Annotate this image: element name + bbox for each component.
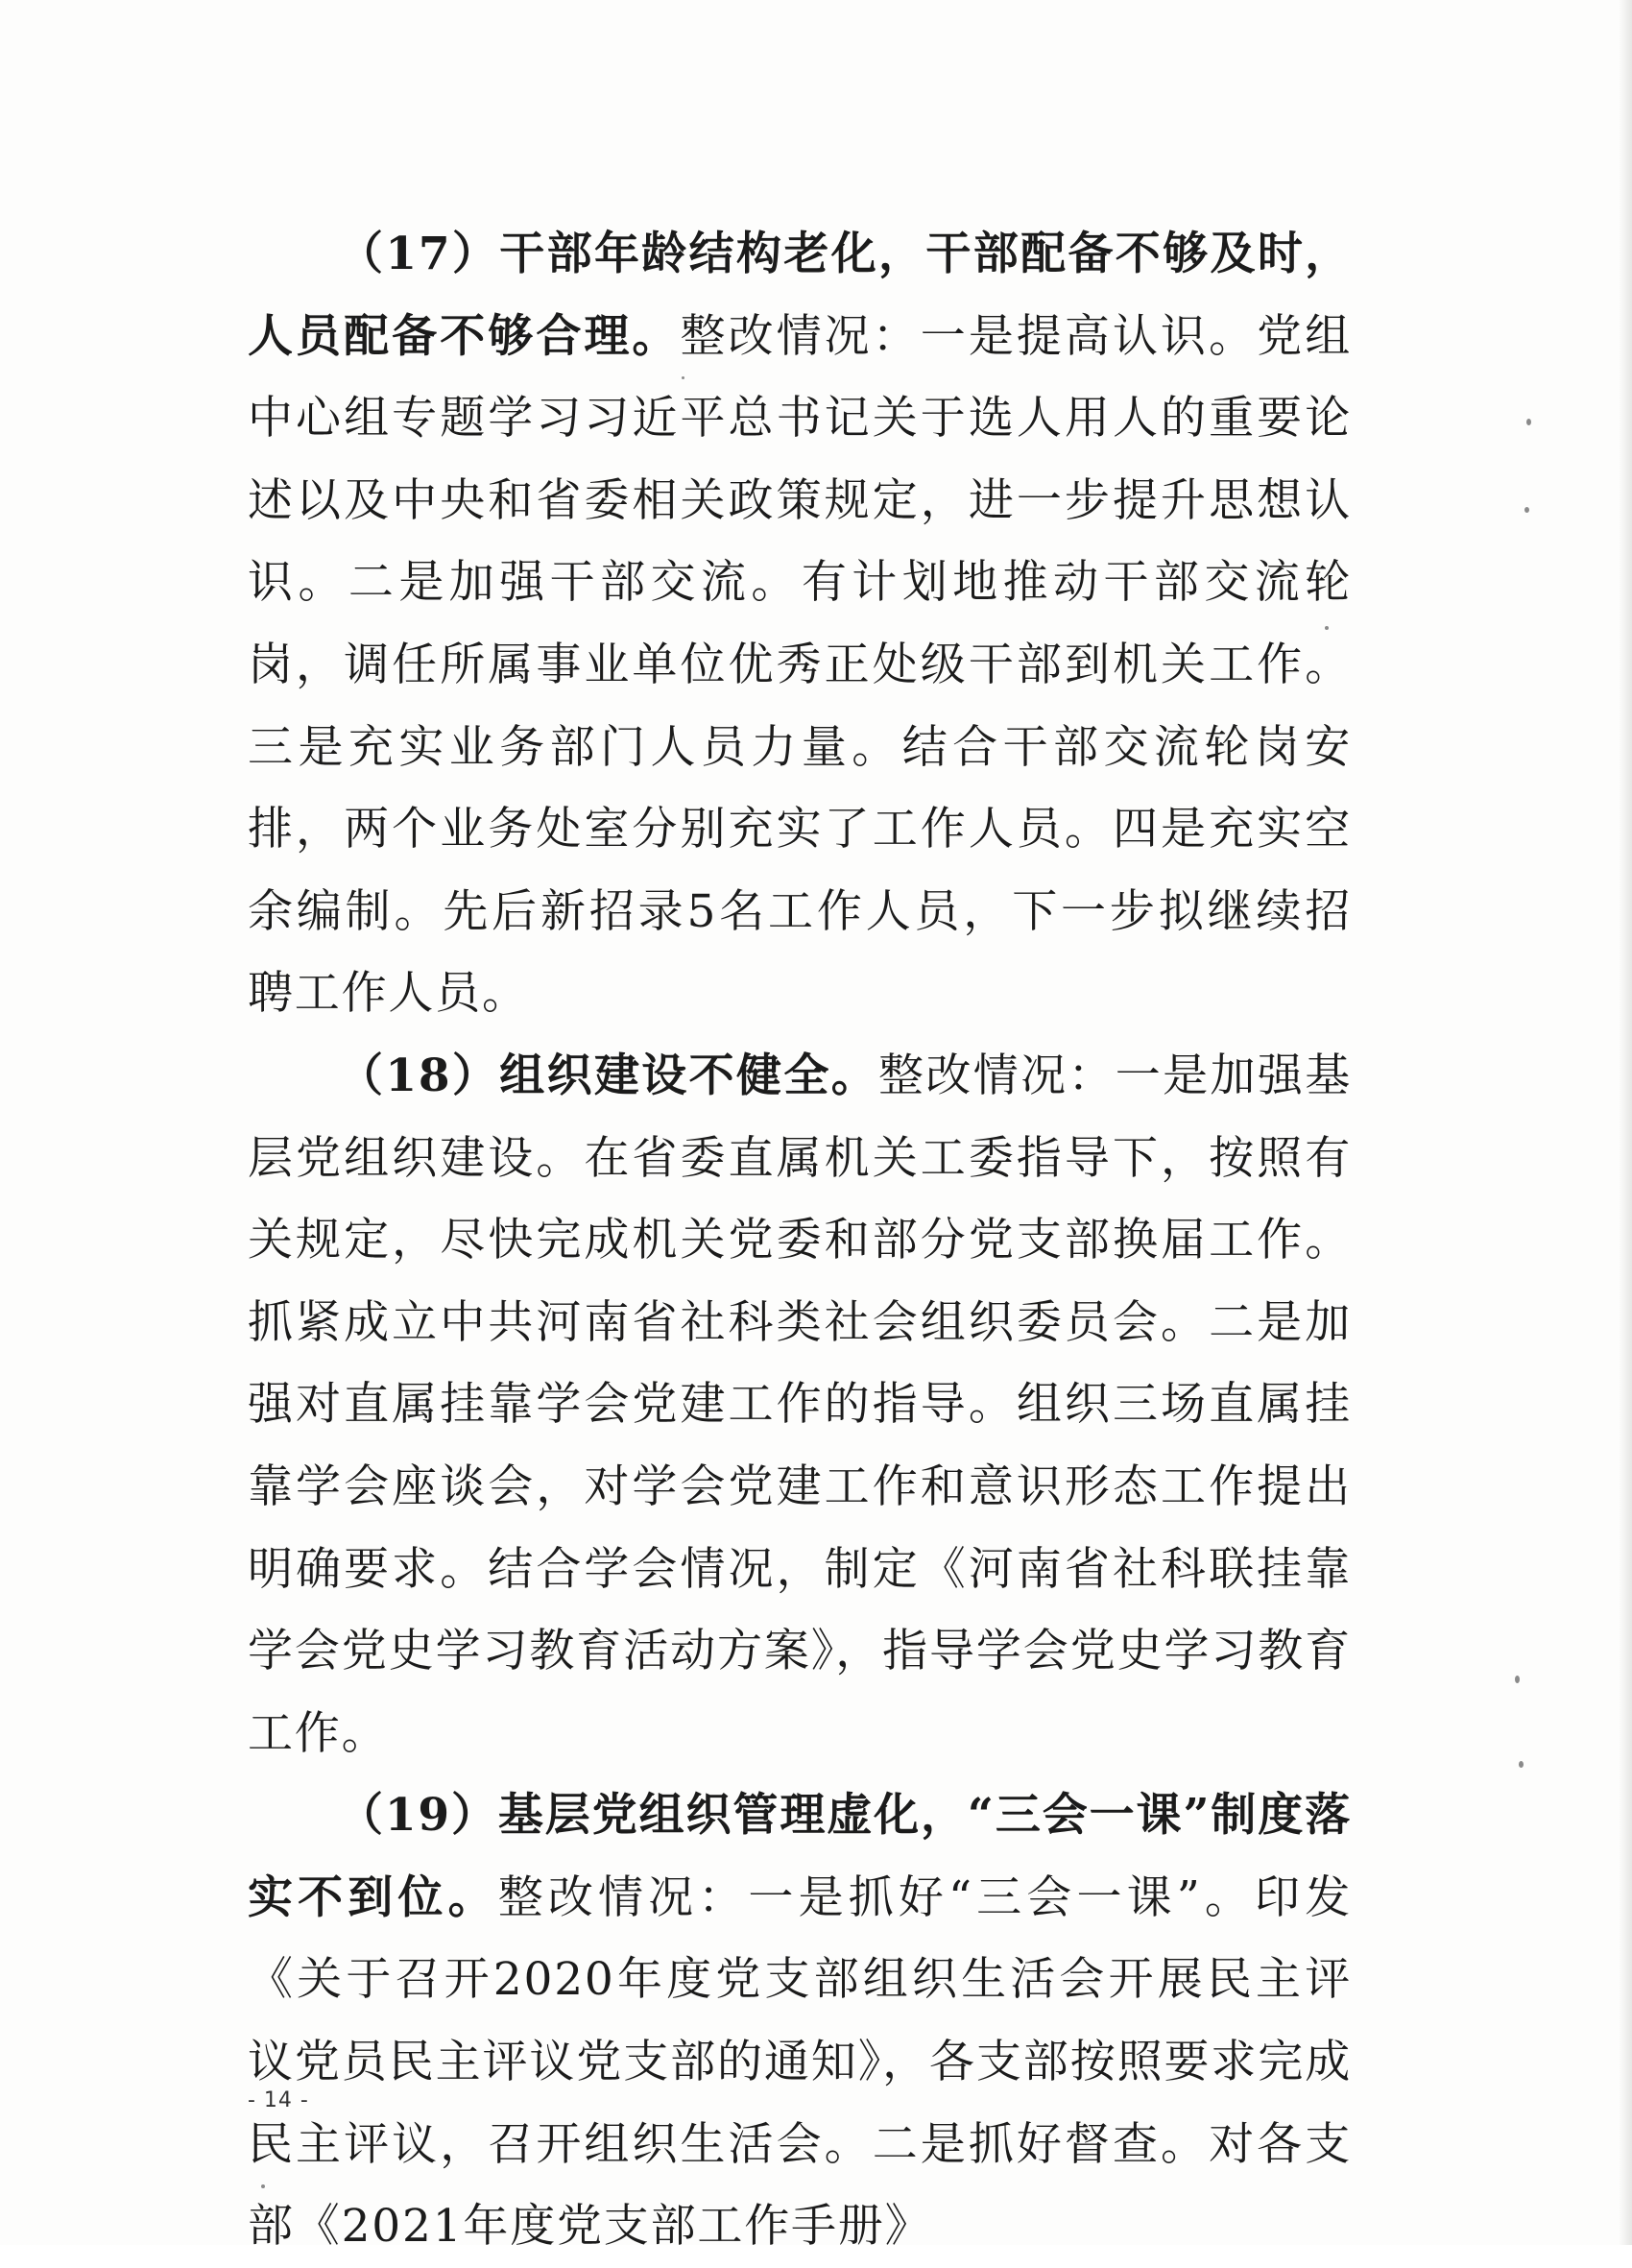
paragraph-18-heading: （18）组织建设不健全。 (338, 1049, 879, 1102)
page-number: - 14 - (248, 2088, 309, 2112)
scan-speck (1519, 1761, 1524, 1768)
paragraph-19 (248, 1774, 1352, 2268)
paragraph-19-heading: （19）基层党组织管理虚化，“三会一课”制度落实不到位。 (248, 1789, 1352, 1924)
document-body (248, 213, 1352, 2268)
scan-speck (1524, 507, 1529, 513)
paragraph-17-body: 整改情况：一是提高认识。党组中心组专题学习习近平总书记关于选人用人的重要论述以及中央和省委相关政策规定，进一步提升思想认识。二是加强干部交流。有计划地推动干部交流轮岗，调任所属事业单位优秀正处级干部到机关工作。三是充实业务部门人员力量。结合干部交流轮岗安排，两个业务处室分别充实了工作人员。四是充实空余编制。先后新招录5名工作人员，下一步拟继续招聘工作人员。 (248, 309, 1353, 1021)
paragraph-18 (248, 1035, 1352, 1774)
paragraph-17-heading: （17）干部年龄结构老化，干部配备不够及时，人员配备不够合理。 (248, 228, 1352, 363)
scan-speck (261, 2184, 265, 2188)
scan-speck (682, 376, 684, 379)
paragraph-19-body: 整改情况：一是抓好“三会一课”。印发《关于召开2020年度党支部组织生活会开展民主评议党员民主评议党支部的通知》，各支部按照要求完成民主评议，召开组织生活会。二是抓好督查。对各支部《2021年度党支部工作手册》 (248, 1870, 1352, 2254)
paragraph-18-body: 整改情况：一是加强基层党组织建设。在省委直属机关工委指导下，按照有关规定，尽快完成机关党委和部分党支部换届工作。抓紧成立中共河南省社科类社会组织委员会。二是加强对直属挂靠学会党建工作的指导。组织三场直属挂靠学会座谈会，对学会党建工作和意识形态工作提出明确要求。结合学会情况，制定《河南省社科联挂靠学会党史学习教育活动方案》，指导学会党史学习教育工作。 (248, 1049, 1352, 1760)
scan-speck (1515, 1676, 1520, 1683)
paragraph-17 (248, 213, 1352, 1035)
scan-speck (1325, 626, 1329, 630)
scan-speck (1526, 419, 1531, 425)
scan-shadow (1619, 0, 1632, 2245)
